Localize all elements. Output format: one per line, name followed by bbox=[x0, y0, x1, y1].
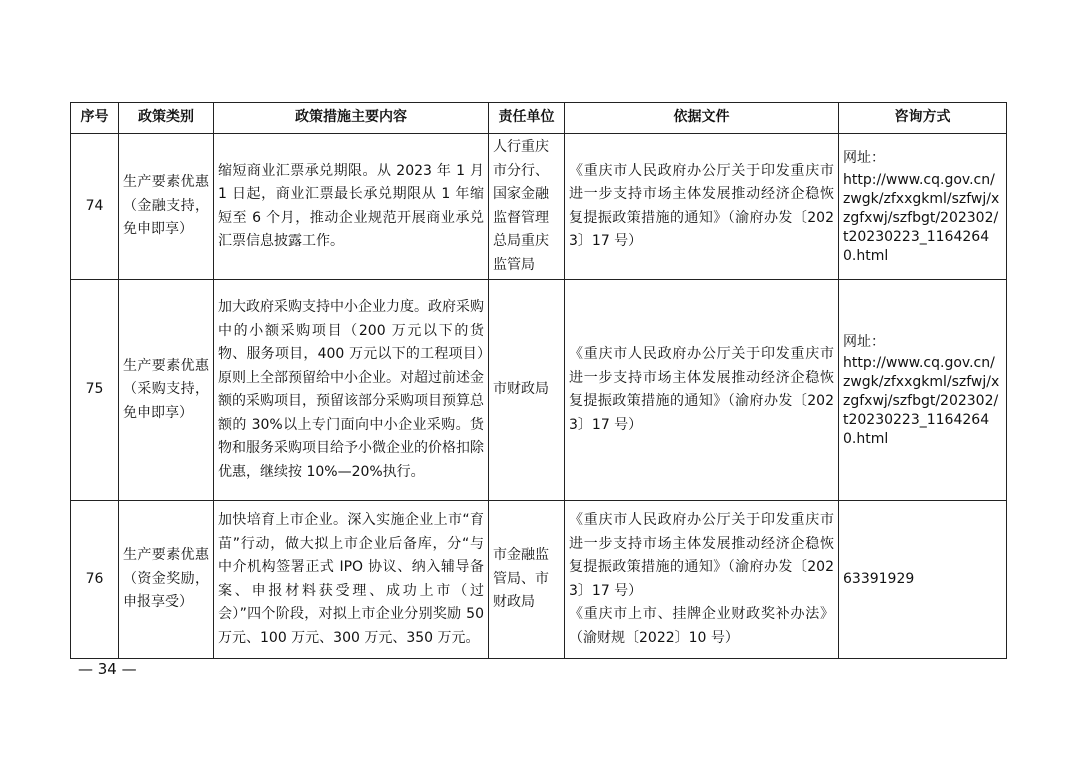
responsible-unit: 人行重庆市分行、国家金融监督管理总局重庆监管局 bbox=[489, 134, 565, 280]
contact-label: 网址： bbox=[843, 333, 885, 350]
row-number: 76 bbox=[71, 501, 119, 659]
policy-category: 生产要素优惠（资金奖励，申报享受） bbox=[119, 501, 214, 659]
header-unit: 责任单位 bbox=[489, 103, 565, 134]
contact-cell bbox=[839, 280, 1007, 501]
policy-category: 生产要素优惠（采购支持，免申即享） bbox=[119, 280, 214, 501]
responsible-unit: 市金融监管局、市财政局 bbox=[489, 501, 565, 659]
contact-cell bbox=[839, 134, 1007, 280]
policy-category: 生产要素优惠（金融支持，免申即享） bbox=[119, 134, 214, 280]
table-header-row bbox=[71, 103, 1007, 134]
responsible-unit: 市财政局 bbox=[489, 280, 565, 501]
basis-document: 《重庆市人民政府办公厅关于印发重庆市进一步支持市场主体发展推动经济企稳恢复提振政策措施的通知》（渝府办发〔2023〕17 号） bbox=[569, 512, 834, 599]
header-no: 序号 bbox=[71, 103, 119, 134]
basis-document: 《重庆市人民政府办公厅关于印发重庆市进一步支持市场主体发展推动经济企稳恢复提振政策措施的通知》（渝府办发〔2023〕17 号） bbox=[565, 134, 839, 280]
policy-content: 加快培育上市企业。深入实施企业上市“育苗”行动，做大拟上市企业后备库，分“与中介机构签署正式 IPO 协议、纳入辅导备案、申报材料获受理、成功上市（过会）”四个阶段，对拟上市企业分别奖励 50 万元、100 万元、300 万元、350 万元。 bbox=[214, 501, 489, 659]
header-basis: 依据文件 bbox=[565, 103, 839, 134]
basis-document-secondary: 《重庆市上市、挂牌企业财政奖补办法》（渝财规〔2022〕10 号） bbox=[569, 606, 834, 646]
table-row bbox=[71, 280, 1007, 501]
table-row bbox=[71, 134, 1007, 280]
contact-url-link[interactable]: http://www.cq.gov.cn/zwgk/zfxxgkml/szfwj/xzgfxwj/szfbgt/202302/t20230223_11642640.html bbox=[843, 171, 1000, 264]
basis-document-cell bbox=[565, 501, 839, 659]
basis-document: 《重庆市人民政府办公厅关于印发重庆市进一步支持市场主体发展推动经济企稳恢复提振政策措施的通知》（渝府办发〔2023〕17 号） bbox=[565, 280, 839, 501]
table-row bbox=[71, 501, 1007, 659]
header-contact: 咨询方式 bbox=[839, 103, 1007, 134]
header-content: 政策措施主要内容 bbox=[214, 103, 489, 134]
contact-phone: 63391929 bbox=[839, 501, 1007, 659]
row-number: 75 bbox=[71, 280, 119, 501]
row-number: 74 bbox=[71, 134, 119, 280]
contact-url-link[interactable]: http://www.cq.gov.cn/zwgk/zfxxgkml/szfwj/xzgfxwj/szfbgt/202302/t20230223_11642640.html bbox=[843, 355, 1000, 448]
policy-content: 加大政府采购支持中小企业力度。政府采购中的小额采购项目（200 万元以下的货物、服务项目，400 万元以下的工程项目）原则上全部预留给中小企业。对超过前述金额的采购项目，预留该部分采购项目预算总额的 30%以上专门面向中小企业采购。货物和服务采购项目给予小微企业的价格扣除优惠，继续按 10%—20%执行。 bbox=[214, 280, 489, 501]
contact-label: 网址： bbox=[843, 150, 885, 167]
policy-table bbox=[70, 102, 1007, 659]
page-number: — 34 — bbox=[78, 660, 137, 678]
policy-content: 缩短商业汇票承兑期限。从 2023 年 1 月 1 日起，商业汇票最长承兑期限从 1 年缩短至 6 个月，推动企业规范开展商业承兑汇票信息披露工作。 bbox=[214, 134, 489, 280]
header-category: 政策类别 bbox=[119, 103, 214, 134]
